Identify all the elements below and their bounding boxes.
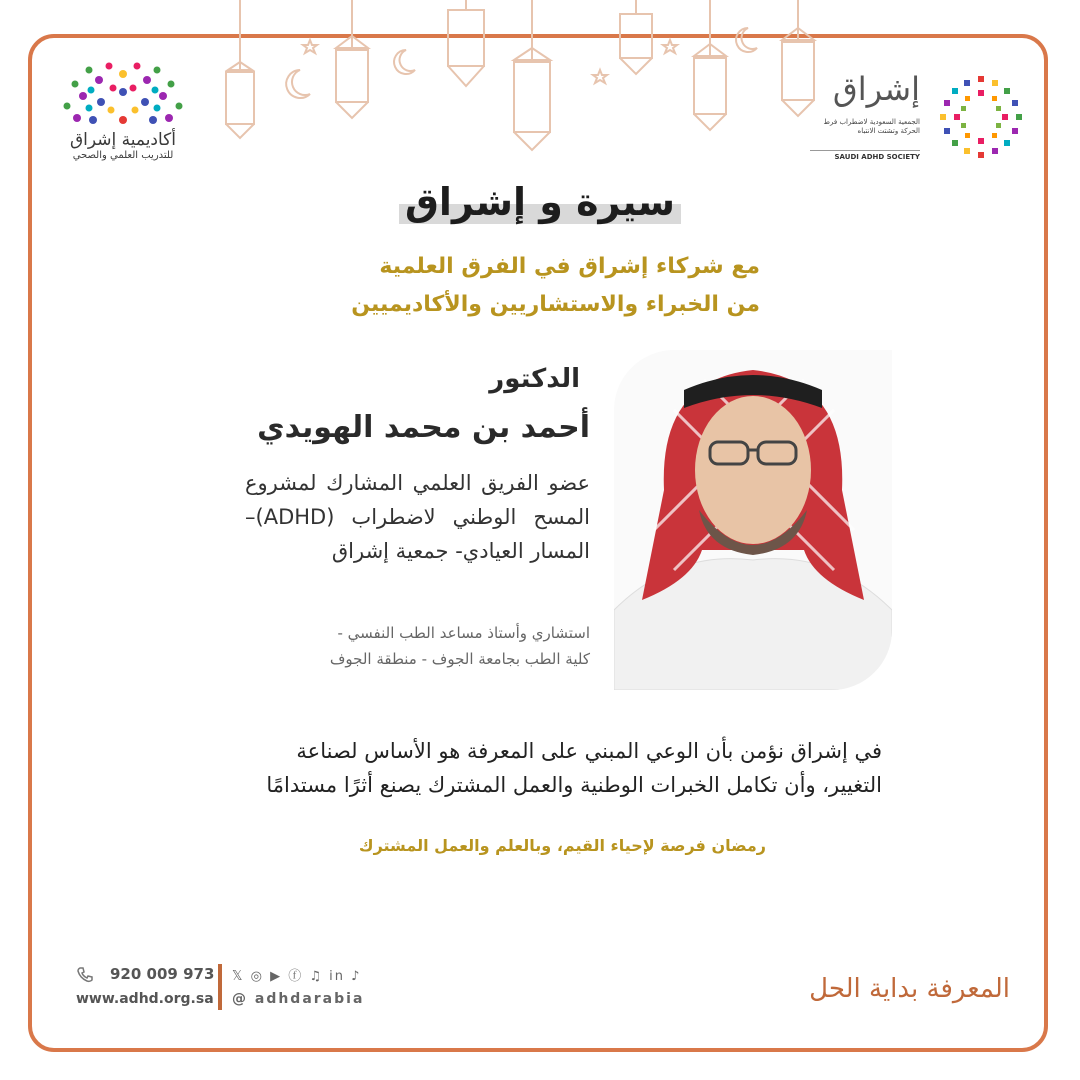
- lantern-icon: [620, 0, 652, 74]
- lantern-icon: [694, 0, 726, 130]
- star-icon: [303, 40, 317, 53]
- crescent-icon: [736, 28, 757, 52]
- society-logo: [823, 66, 1032, 166]
- position-line-1: استشاري وأستاذ مساعد الطب النفسي -: [337, 624, 590, 642]
- ramadan-message: رمضان فرصة لإحياء القيم، وبالعلم والعمل المشترك: [358, 836, 766, 855]
- crescent-icon: [394, 50, 415, 74]
- academy-logo: [58, 62, 188, 161]
- position-line-2: كلية الطب بجامعة الجوف - منطقة الجوف: [329, 650, 590, 668]
- lantern-icon: [448, 0, 484, 86]
- lantern-icon: [514, 0, 550, 150]
- belief-line-1: في إشراق نؤمن بأن الوعي المبني على المعرفة هو الأساس لصناعة: [296, 739, 882, 763]
- society-arabic-description: الجمعية السعودية لاضطراب فرط الحركة وتشتت الانتباه: [823, 118, 920, 135]
- star-icon: [663, 40, 677, 53]
- footer-contact: [76, 962, 376, 1012]
- page-title: [300, 180, 780, 224]
- doctor-prefix: الدكتور: [489, 364, 580, 394]
- doctor-name: أحمد بن محمد الهويدي: [257, 410, 590, 445]
- footer-tagline: المعرفة بداية الحل: [809, 974, 1010, 1004]
- lantern-icon: [782, 0, 814, 116]
- society-name: إشراق: [832, 70, 920, 108]
- doctor-role: عضو الفريق العلمي المشارك لمشروع المسح الوطني لاضطراب (ADHD)– المسار العيادي- جمعية إشراق: [245, 471, 590, 563]
- phone-number[interactable]: 920 009 973: [110, 965, 215, 983]
- crescent-icon: [286, 70, 310, 98]
- doctor-portrait-illustration: [614, 350, 892, 690]
- lantern-decoration: [200, 0, 840, 160]
- lantern-icon: [226, 0, 254, 138]
- society-logo-mark: [936, 72, 1026, 162]
- star-icon: [593, 70, 607, 83]
- belief-statement: [170, 734, 882, 802]
- page-title-text: سيرة و إشراق: [399, 180, 681, 224]
- academy-logo-mark: [63, 62, 183, 124]
- academy-name: أكاديمية إشراق: [69, 130, 177, 150]
- subtitle-line-1: مع شركاء إشراق في الفرق العلمية: [379, 254, 760, 279]
- belief-line-2: التغيير، وأن تكامل الخبرات الوطنية والعمل المشترك يصنع أثرًا مستدامًا: [266, 773, 882, 797]
- social-handle[interactable]: @ adhdarabia: [232, 991, 365, 1007]
- lantern-icon: [336, 0, 368, 118]
- phone-icon: [76, 966, 94, 984]
- society-english-name: SAUDI ADHD SOCIETY: [810, 150, 920, 161]
- subtitle-line-2: من الخبراء والاستشاريين والأكاديميين: [351, 292, 760, 317]
- doctor-photo: [614, 350, 892, 690]
- website-link[interactable]: www.adhd.org.sa: [76, 991, 214, 1007]
- page-subtitle: [240, 248, 760, 324]
- social-icons[interactable]: 𝕏 ◎ ▶ ⓕ ♫ in ♪: [232, 969, 362, 984]
- doctor-position: [220, 620, 590, 672]
- academy-subtitle: للتدريب العلمي والصحي: [72, 150, 174, 161]
- footer-divider: [218, 964, 222, 1010]
